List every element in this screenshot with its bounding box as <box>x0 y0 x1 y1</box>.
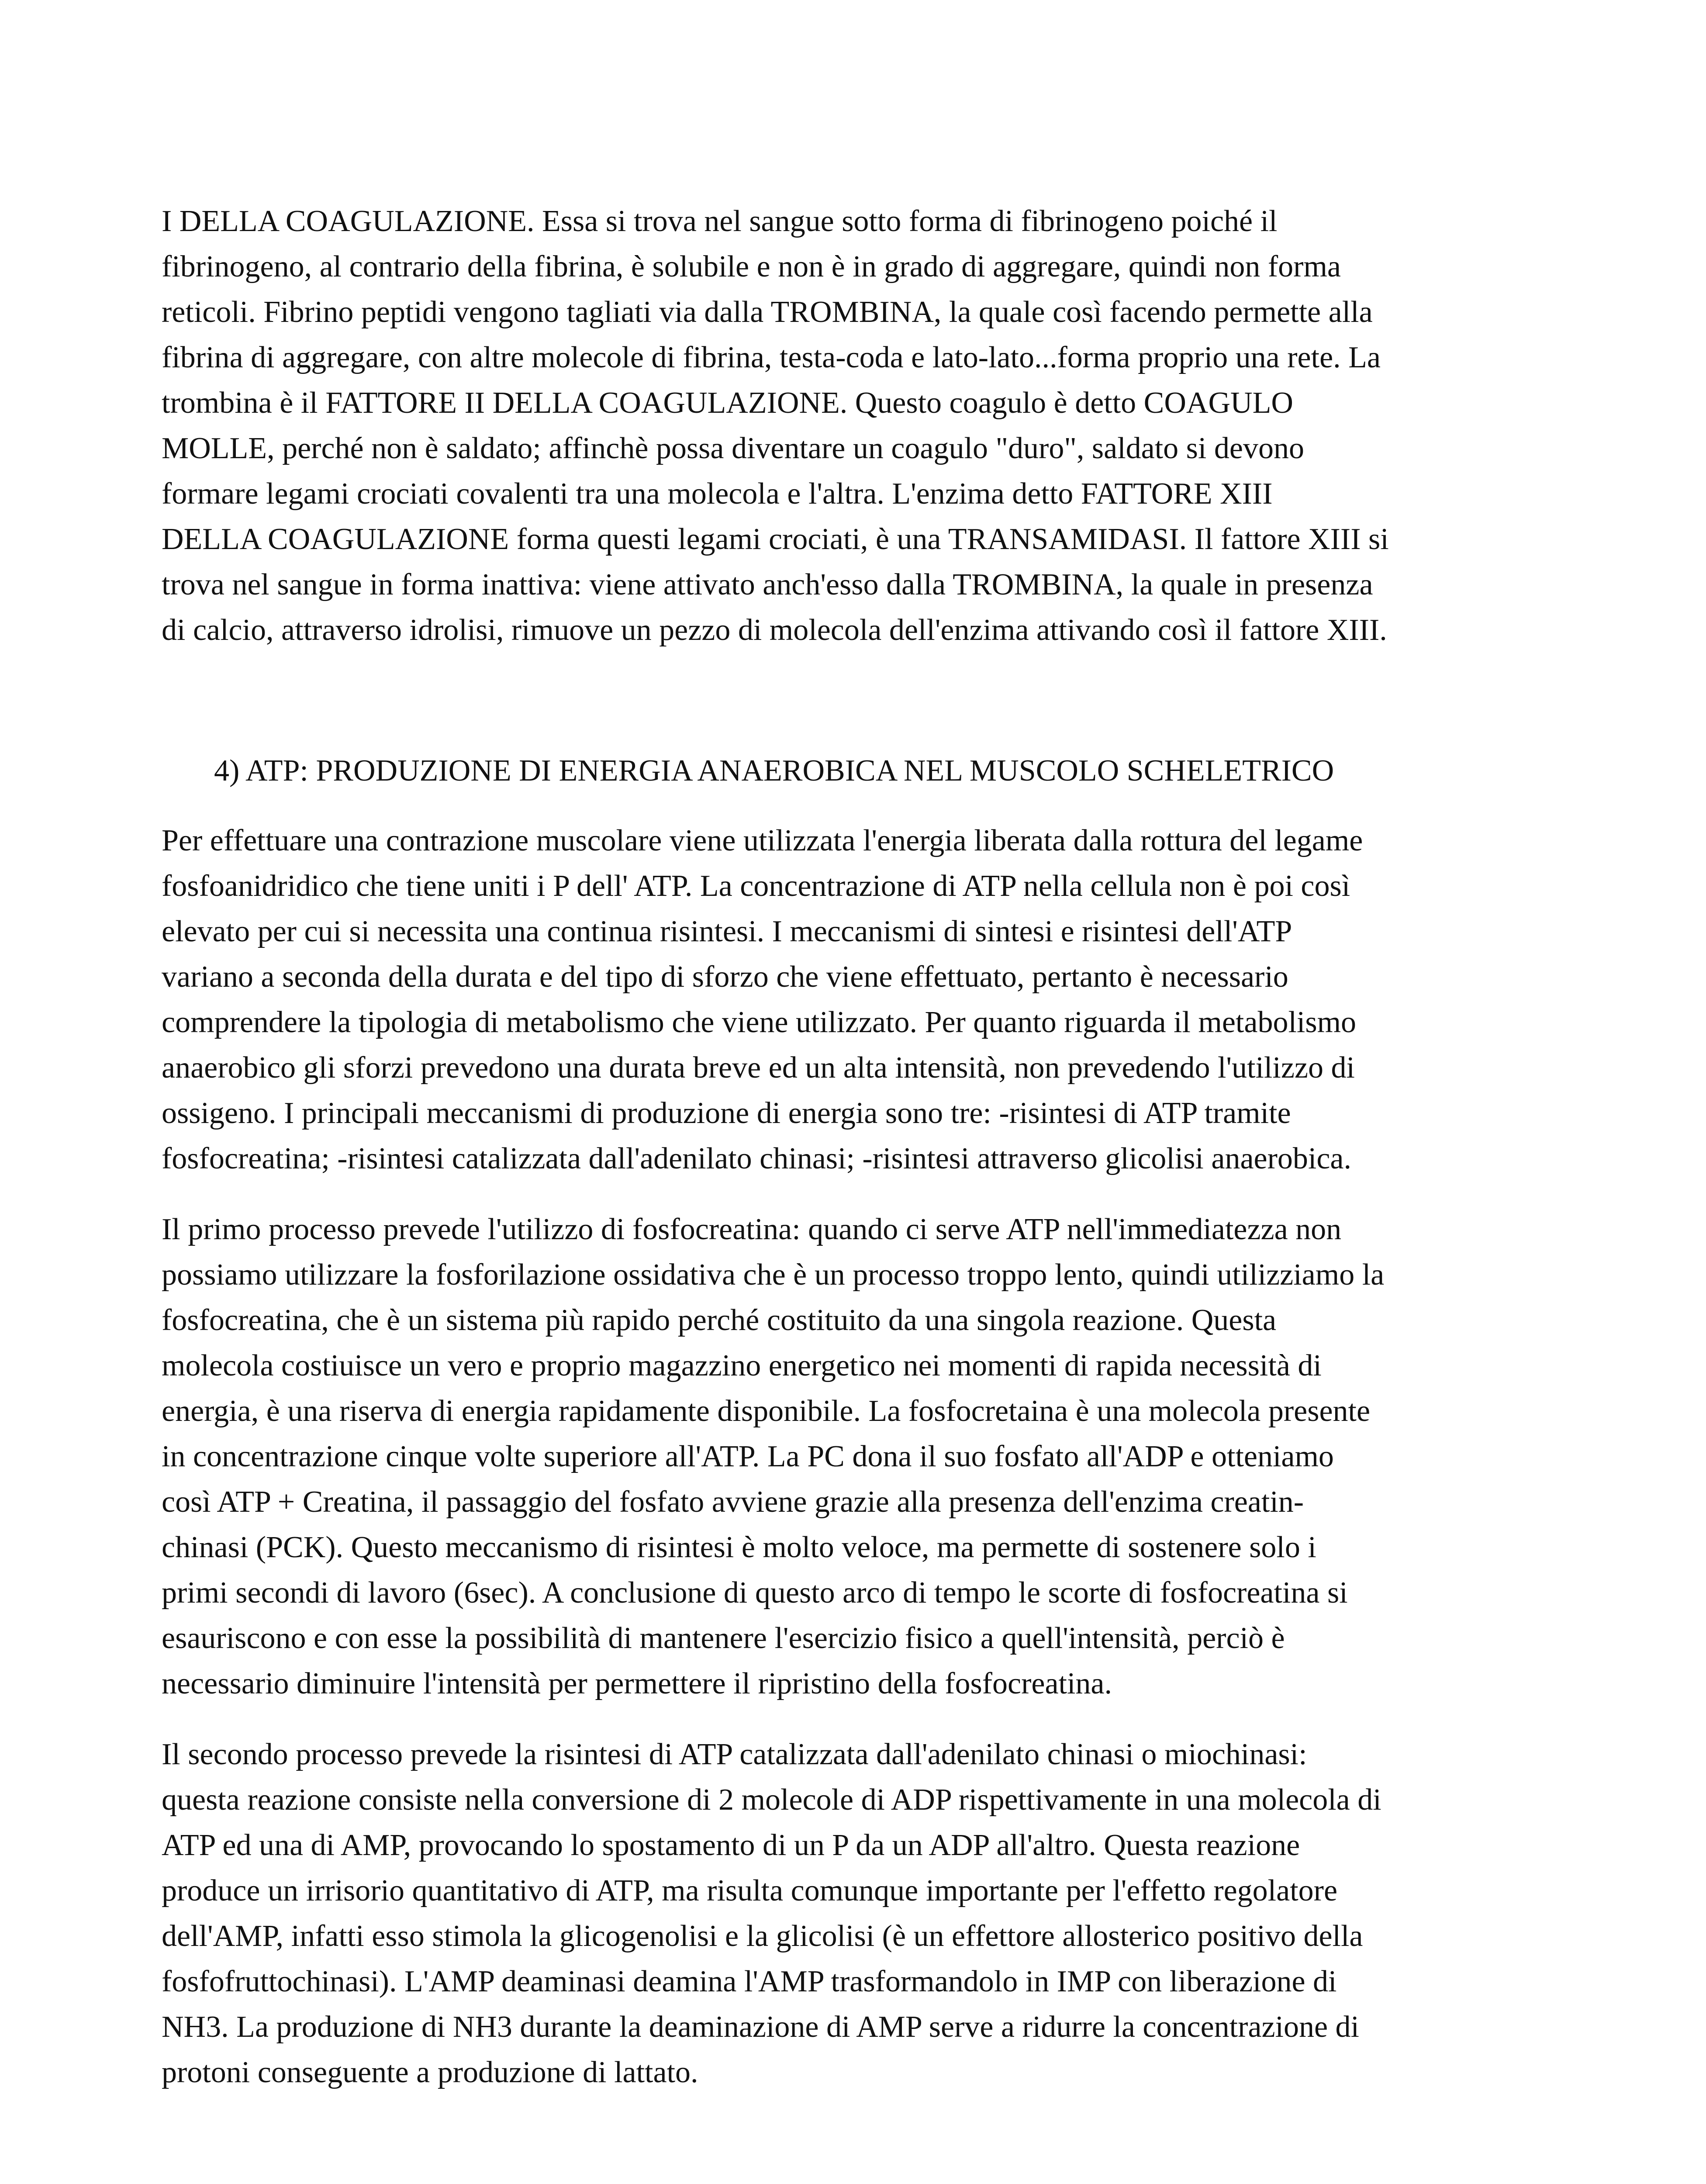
text-line: comprendere la tipologia di metabolismo che viene utilizzato. Per quanto riguarda il metabolismo <box>162 1006 1357 1039</box>
text-line: in concentrazione cinque volte superiore all'ATP. La PC dona il suo fosfato all'ADP e otteniamo <box>162 1440 1334 1473</box>
text-line: ATP ed una di AMP, provocando lo spostamento di un P da un ADP all'altro. Questa reazione <box>162 1828 1300 1862</box>
text-line: anaerobico gli sforzi prevedono una durata breve ed un alta intensità, non prevedendo l'utilizzo di <box>162 1051 1355 1085</box>
document-page <box>162 199 1551 2095</box>
text-line: possiamo utilizzare la fosforilazione ossidativa che è un processo troppo lento, quindi utilizziamo la <box>162 1258 1385 1292</box>
text-line: così ATP + Creatina, il passaggio del fosfato avviene grazie alla presenza dell'enzima creatin- <box>162 1485 1304 1519</box>
text-line: di calcio, attraverso idrolisi, rimuove un pezzo di molecola dell'enzima attivando così il fattore XIII. <box>162 613 1387 647</box>
text-line: fibrinogeno, al contrario della fibrina, è solubile e non è in grado di aggregare, quindi non forma <box>162 250 1341 283</box>
text-line: reticoli. Fibrino peptidi vengono tagliati via dalla TROMBINA, la quale così facendo permette alla <box>162 295 1373 329</box>
text-line: NH3. La produzione di NH3 durante la deaminazione di AMP serve a ridurre la concentrazione di <box>162 2010 1359 2044</box>
section-heading-4: 4) ATP: PRODUZIONE DI ENERGIA ANAEROBICA NEL MUSCOLO SCHELETRICO <box>214 754 1334 788</box>
text-line: trova nel sangue in forma inattiva: viene attivato anch'esso dalla TROMBINA, la quale in presenza <box>162 568 1373 601</box>
paragraph-phosphocreatine <box>162 1207 1551 1707</box>
text-line: fosfocreatina; -risintesi catalizzata dall'adenilato chinasi; -risintesi attraverso glicolisi anaerobica. <box>162 1142 1351 1175</box>
paragraph-atp-intro <box>162 818 1551 1182</box>
text-line: fosfofruttochinasi). L'AMP deaminasi deamina l'AMP trasformandolo in IMP con liberazione di <box>162 1965 1337 1998</box>
text-line: trombina è il FATTORE II DELLA COAGULAZIONE. Questo coagulo è detto COAGULO <box>162 386 1293 420</box>
paragraph-coagulation <box>162 199 1551 653</box>
text-line: fibrina di aggregare, con altre molecole di fibrina, testa-coda e lato-lato...forma proprio una rete. La <box>162 341 1381 374</box>
text-line: necessario diminuire l'intensità per permettere il ripristino della fosfocreatina. <box>162 1667 1112 1700</box>
text-line: DELLA COAGULAZIONE forma questi legami crociati, è una TRANSAMIDASI. Il fattore XIII si <box>162 522 1389 556</box>
text-line: primi secondi di lavoro (6sec). A conclusione di questo arco di tempo le scorte di fosfocreatina si <box>162 1576 1348 1610</box>
text-line: produce un irrisorio quantitativo di ATP, ma risulta comunque importante per l'effetto regolatore <box>162 1874 1338 1908</box>
text-line: Il primo processo prevede l'utilizzo di fosfocreatina: quando ci serve ATP nell'immediatezza non <box>162 1213 1342 1246</box>
paragraph-adenylate-kinase <box>162 1732 1551 2095</box>
text-line: fosfoanidridico che tiene uniti i P dell' ATP. La concentrazione di ATP nella cellula non è poi così <box>162 869 1350 903</box>
text-line: Il secondo processo prevede la risintesi di ATP catalizzata dall'adenilato chinasi o miochinasi: <box>162 1738 1307 1771</box>
text-line: Per effettuare una contrazione muscolare viene utilizzata l'energia liberata dalla rottura del legame <box>162 824 1363 857</box>
text-line: chinasi (PCK). Questo meccanismo di risintesi è molto veloce, ma permette di sostenere solo i <box>162 1531 1316 1564</box>
text-line: I DELLA COAGULAZIONE. Essa si trova nel sangue sotto forma di fibrinogeno poiché il <box>162 204 1278 238</box>
text-line: elevato per cui si necessita una continua risintesi. I meccanismi di sintesi e risintesi dell'ATP <box>162 915 1292 948</box>
text-line: fosfocreatina, che è un sistema più rapido perché costituito da una singola reazione. Questa <box>162 1303 1277 1337</box>
text-line: protoni conseguente a produzione di lattato. <box>162 2056 698 2089</box>
text-line: molecola costiuisce un vero e proprio magazzino energetico nei momenti di rapida necessità di <box>162 1349 1322 1382</box>
text-line: MOLLE, perché non è saldato; affinchè possa diventare un coagulo "duro", saldato si devono <box>162 432 1304 465</box>
text-line: energia, è una riserva di energia rapidamente disponibile. La fosfocretaina è una molecola presente <box>162 1394 1371 1428</box>
text-line: variano a seconda della durata e del tipo di sforzo che viene effettuato, pertanto è necessario <box>162 960 1288 994</box>
text-line: formare legami crociati covalenti tra una molecola e l'altra. L'enzima detto FATTORE XIII <box>162 477 1273 511</box>
text-line: dell'AMP, infatti esso stimola la glicogenolisi e la glicolisi (è un effettore allosterico positivo della <box>162 1919 1363 1953</box>
text-line: questa reazione consiste nella conversione di 2 molecole di ADP rispettivamente in una molecola di <box>162 1783 1381 1817</box>
text-line: ossigeno. I principali meccanismi di produzione di energia sono tre: -risintesi di ATP tramite <box>162 1096 1291 1130</box>
text-line: esauriscono e con esse la possibilità di mantenere l'esercizio fisico a quell'intensità, perciò è <box>162 1621 1285 1655</box>
